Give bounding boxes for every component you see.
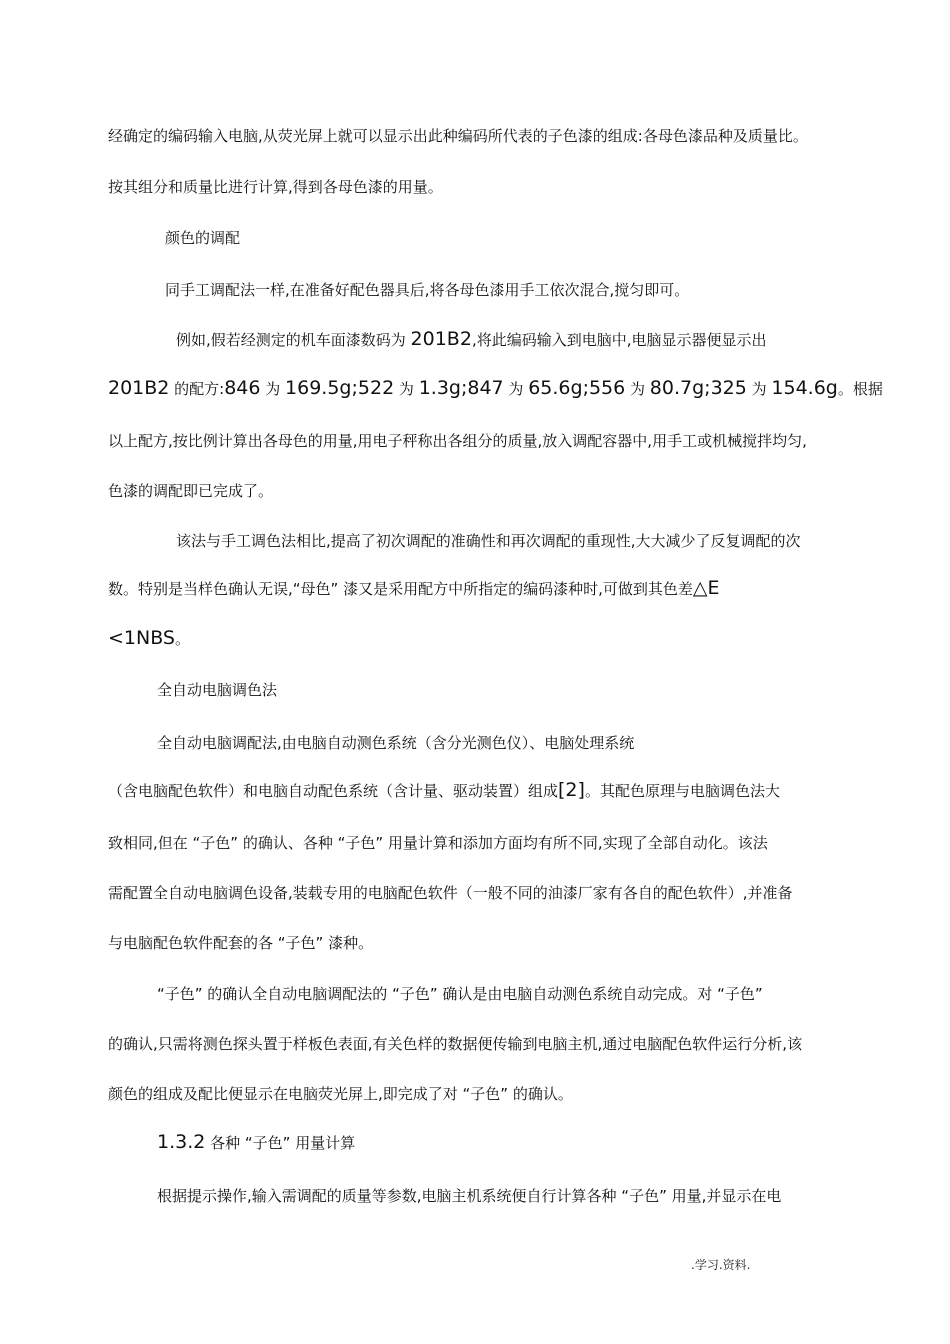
text-run: 。其配色原理与电脑调色法大 [584, 782, 780, 800]
citation: [2] [558, 779, 585, 801]
paragraph-line: 需配置全自动电脑调色设备,装载专用的电脑配色软件（一般不同的油漆厂家有各自的配色软件）,并准备 [108, 884, 793, 902]
paragraph-line: 以上配方,按比例计算出各母色的用量,用电子秤称出各组分的质量,放入调配容器中,用手工或机械搅拌均匀, [108, 432, 807, 450]
paragraph-line [108, 780, 780, 801]
paragraph-line: 与电脑配色软件配套的各 “子色” 漆种。 [108, 934, 374, 952]
page-footer: .学习.资料. [691, 1258, 751, 1272]
formula-segment: 为 [394, 380, 419, 398]
delta-e-symbol: △E [692, 577, 720, 599]
paragraph-line: 色漆的调配即已完成了。 [108, 482, 274, 500]
paragraph-line: 按其组分和质量比进行计算,得到各母色漆的用量。 [108, 178, 443, 196]
formula-segment: 154.6g [771, 377, 838, 399]
formula-segment: 为 [503, 380, 529, 398]
text-run: （含电脑配色软件）和电脑自动配色系统（含计量、驱动装置）组成 [108, 782, 559, 800]
formula-segment: 80.7g;325 [649, 377, 747, 399]
paragraph-line: “子色” 的确认全自动电脑调配法的 “子色” 确认是由电脑自动测色系统自动完成。对 “子色” [157, 985, 763, 1003]
code-value: 201B2 [410, 328, 472, 350]
paragraph-line [108, 578, 719, 599]
formula-segment: 。根据 [837, 380, 883, 398]
paragraph-line: 全自动电脑调配法,由电脑自动测色系统（含分光测色仪）、电脑处理系统 [157, 734, 635, 752]
text-run: 例如,假若经测定的机车面漆数码为 [176, 331, 411, 349]
formula-segment: 201B2 [108, 377, 170, 399]
formula-segment: 为 [625, 380, 650, 398]
nbs-value: <1NBS [108, 627, 175, 649]
paragraph-line [176, 329, 766, 350]
formula-segment: 169.5g;522 [285, 377, 395, 399]
formula-segment: 的配方: [169, 380, 225, 398]
text-run: ,将此编码输入到电脑中,电脑显示器便显示出 [471, 331, 767, 349]
paragraph-line: 的确认,只需将测色探头置于样板色表面,有关色样的数据便传输到电脑主机,通过电脑配色软件运行分析,该 [108, 1035, 803, 1053]
section-heading [157, 1132, 355, 1153]
paragraph-line: 同手工调配法一样,在准备好配色器具后,将各母色漆用手工依次混合,搅匀即可。 [165, 281, 690, 299]
formula-segment: 1.3g;847 [418, 377, 504, 399]
formula-segment: 为 [746, 380, 772, 398]
section-title: 各种 “子色” 用量计算 [205, 1134, 356, 1152]
paragraph-line [108, 628, 190, 649]
section-number: 1.3.2 [157, 1131, 206, 1153]
section-heading: 全自动电脑调色法 [157, 681, 278, 699]
paragraph-line: 该法与手工调色法相比,提高了初次调配的准确性和再次调配的重现性,大大减少了反复调配的次 [176, 532, 801, 550]
section-heading: 颜色的调配 [165, 229, 241, 247]
text-run: 数。特别是当样色确认无误,“母色” 漆又是采用配方中所指定的编码漆种时,可做到其色差 [108, 580, 693, 598]
text-run: 。 [174, 630, 190, 648]
paragraph-line: 致相同,但在 “子色” 的确认、各种 “子色” 用量计算和添加方面均有所不同,实现了全部自动化。该法 [108, 834, 768, 852]
formula-segment: 846 [224, 377, 261, 399]
paragraph-line: 经确定的编码输入电脑,从荧光屏上就可以显示出此种编码所代表的子色漆的组成:各母色漆品种及质量比。 [108, 127, 808, 145]
formula-segment: 为 [260, 380, 286, 398]
paragraph-line: 颜色的组成及配比便显示在电脑荧光屏上,即完成了对 “子色” 的确认。 [108, 1085, 573, 1103]
formula-segment: 65.6g;556 [528, 377, 626, 399]
formula-line [108, 378, 883, 399]
paragraph-line: 根据提示操作,输入需调配的质量等参数,电脑主机系统便自行计算各种 “子色” 用量,并显示在电 [157, 1187, 782, 1205]
